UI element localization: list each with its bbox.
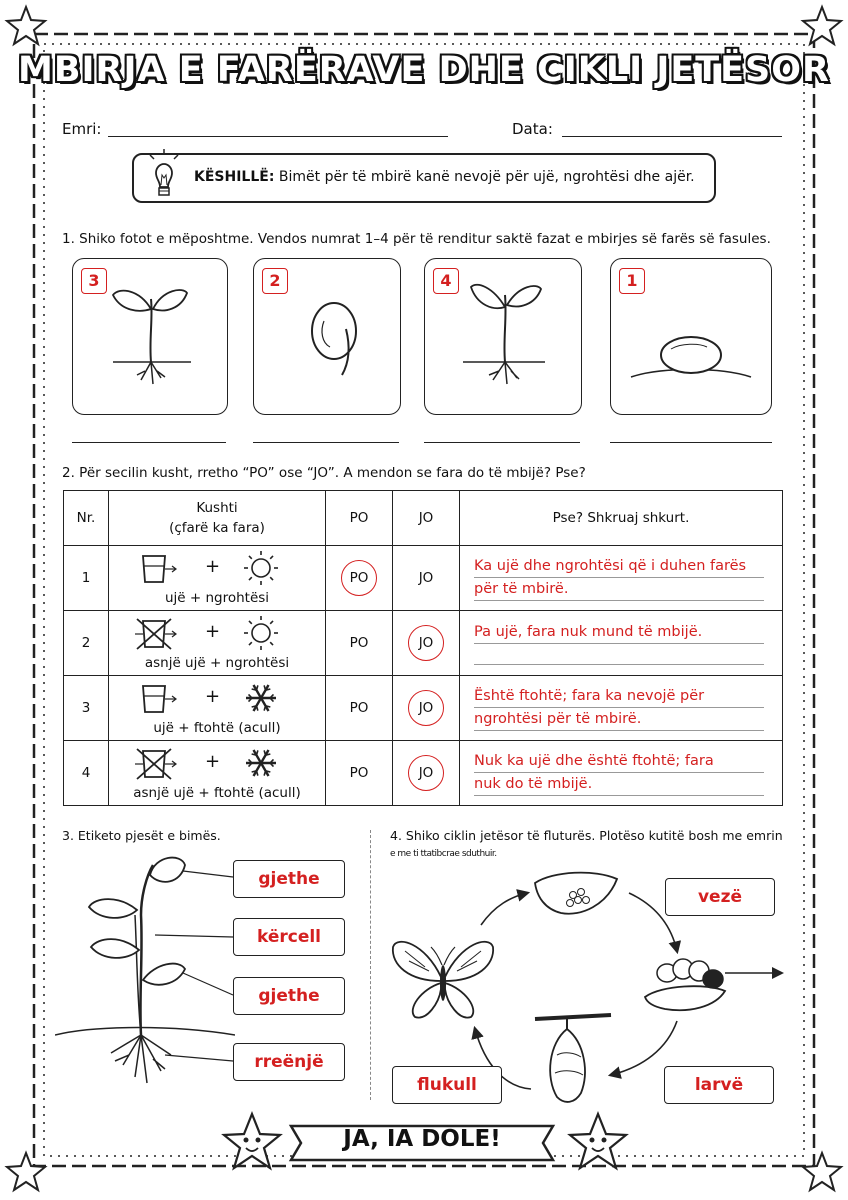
seed-icon <box>611 259 771 414</box>
condition-label: ujë + ftohtë (acull) <box>153 720 281 736</box>
q2-instruction: 2. Për secilin kusht, rretho “PO” ose “JO”. A mendon se fara do të mbijë? Pse? <box>62 465 586 481</box>
plus-sign: + <box>205 556 221 577</box>
why-answer[interactable] <box>460 611 783 676</box>
stage-number[interactable]: 1 <box>619 268 645 294</box>
why-line-1: Nuk ka ujë dhe është ftohtë; fara <box>474 750 764 773</box>
section-divider <box>370 830 371 1100</box>
star-icon <box>4 1150 48 1194</box>
why-line-1: Është ftohtë; fara ka nevojë për <box>474 685 764 708</box>
water-glass-icon <box>135 552 177 586</box>
stage-card-1 <box>72 258 228 415</box>
stage-card-3 <box>424 258 582 415</box>
star-icon <box>800 1150 844 1194</box>
no-option[interactable] <box>393 611 460 676</box>
why-line-2: për të mbirë. <box>474 578 764 601</box>
cycle-label-egg[interactable]: vezë <box>665 878 775 916</box>
yes-option[interactable] <box>326 676 393 741</box>
plant-diagram <box>55 855 235 1090</box>
yes-option[interactable] <box>326 741 393 806</box>
water-glass-icon <box>135 682 177 716</box>
q4-instruction: 4. Shiko ciklin jetësor të fluturës. Plotëso kutitë bosh me emrin <box>390 828 783 843</box>
conditions-table <box>63 490 783 806</box>
young-plant-icon <box>425 259 581 414</box>
stage-number[interactable]: 4 <box>433 268 459 294</box>
tip-label: KËSHILLË: <box>194 169 275 185</box>
caterpillar-icon <box>645 959 781 1010</box>
col-no: JO <box>393 491 460 546</box>
date-field[interactable] <box>562 136 782 137</box>
no-circled[interactable]: JO <box>408 755 444 791</box>
row-number: 3 <box>64 676 109 741</box>
q3-instruction: 3. Etiketo pjesët e bimës. <box>62 828 221 843</box>
yes-circled[interactable]: PO <box>341 560 377 596</box>
answer-line[interactable] <box>424 442 580 443</box>
star-icon <box>4 4 48 48</box>
condition-cell <box>109 676 326 741</box>
sun-icon <box>241 615 281 651</box>
condition-label: asnjë ujë + ftohtë (acull) <box>133 785 301 801</box>
yes-label[interactable]: PO <box>349 700 369 716</box>
sun-icon <box>241 550 281 586</box>
why-line-2: nuk do të mbijë. <box>474 773 764 796</box>
col-why: Pse? Shkruaj shkurt. <box>460 491 783 546</box>
star-icon <box>800 4 844 48</box>
condition-label: asnjë ujë + ngrohtësi <box>144 655 290 671</box>
stage-number[interactable]: 2 <box>262 268 288 294</box>
yes-option[interactable] <box>326 546 393 611</box>
snowflake-icon <box>241 680 281 716</box>
condition-cell <box>109 741 326 806</box>
why-line-2: ngrohtësi për të mbirë. <box>474 708 764 731</box>
why-line-1: Pa ujë, fara nuk mund të mbijë. <box>474 621 764 644</box>
plus-sign: + <box>205 751 221 772</box>
row-number: 1 <box>64 546 109 611</box>
answer-line[interactable] <box>72 442 226 443</box>
q4-instruction-2: e me ti ttatibcrae sduthuir. <box>390 849 497 859</box>
no-water-icon <box>135 617 177 651</box>
chrysalis-icon <box>535 1015 611 1102</box>
name-label: Emri: <box>62 120 102 138</box>
col-yes: PO <box>326 491 393 546</box>
plus-sign: + <box>205 621 221 642</box>
why-answer[interactable] <box>460 546 783 611</box>
cycle-label-adult[interactable]: flukull <box>392 1066 502 1104</box>
tip-text: Bimët për të mbirë kanë nevojë për ujë, ngrohtësi dhe ajër. <box>278 169 695 185</box>
condition-cell <box>109 611 326 676</box>
table-row <box>64 546 783 611</box>
stage-card-2 <box>253 258 401 415</box>
no-circled[interactable]: JO <box>408 690 444 726</box>
no-circled[interactable]: JO <box>408 625 444 661</box>
answer-line[interactable] <box>610 442 772 443</box>
yes-label[interactable]: PO <box>349 635 369 651</box>
yes-label[interactable]: PO <box>349 765 369 781</box>
why-line-1: Ka ujë dhe ngrohtësi që i duhen farës <box>474 555 764 578</box>
col-condition-sub: (çfarë ka fara) <box>169 520 265 536</box>
seed-sprout-icon <box>254 259 400 414</box>
col-condition <box>109 491 326 546</box>
seedling-icon <box>73 259 227 414</box>
no-label[interactable]: JO <box>418 570 434 586</box>
q1-instruction: 1. Shiko fotot e mëposhtme. Vendos numrat 1–4 për të renditur saktë fazat e mbirjes së farës së fasules. <box>62 231 771 247</box>
table-header-row <box>64 491 783 546</box>
cycle-label-larva[interactable]: larvë <box>664 1066 774 1104</box>
tip-box <box>132 153 716 203</box>
row-number: 2 <box>64 611 109 676</box>
stage-card-4 <box>610 258 772 415</box>
plant-label-root[interactable]: rreënjë <box>233 1043 345 1081</box>
snowflake-icon <box>241 745 281 781</box>
name-field[interactable] <box>108 136 448 137</box>
smiling-star-icon <box>566 1110 630 1174</box>
plant-label-stem[interactable]: kërcell <box>233 918 345 956</box>
table-row <box>64 741 783 806</box>
no-option[interactable] <box>393 741 460 806</box>
no-water-icon <box>135 747 177 781</box>
why-line-2 <box>474 644 764 665</box>
no-option[interactable] <box>393 676 460 741</box>
page-title: MBIRJA E FARËRAVE DHE CIKLI JETËSOR <box>18 50 830 90</box>
why-answer[interactable] <box>460 676 783 741</box>
egg-leaf-icon <box>535 873 617 914</box>
table-row <box>64 676 783 741</box>
plus-sign: + <box>205 686 221 707</box>
why-answer[interactable] <box>460 741 783 806</box>
butterfly-icon <box>393 942 493 1018</box>
answer-line[interactable] <box>253 442 399 443</box>
smiling-star-icon <box>220 1110 284 1174</box>
footer-banner-text: JA, IA DOLE! <box>343 1126 501 1152</box>
stage-number[interactable]: 3 <box>81 268 107 294</box>
date-label: Data: <box>512 120 553 138</box>
plant-label-leaf[interactable]: gjethe <box>233 860 345 898</box>
condition-cell <box>109 546 326 611</box>
no-option[interactable] <box>393 546 460 611</box>
yes-option[interactable] <box>326 611 393 676</box>
table-row <box>64 611 783 676</box>
lightbulb-icon <box>144 147 184 203</box>
plant-label-leaf-2[interactable]: gjethe <box>233 977 345 1015</box>
col-nr: Nr. <box>64 491 109 546</box>
row-number: 4 <box>64 741 109 806</box>
condition-label: ujë + ngrohtësi <box>164 590 270 606</box>
col-condition-title: Kushti <box>196 500 238 516</box>
